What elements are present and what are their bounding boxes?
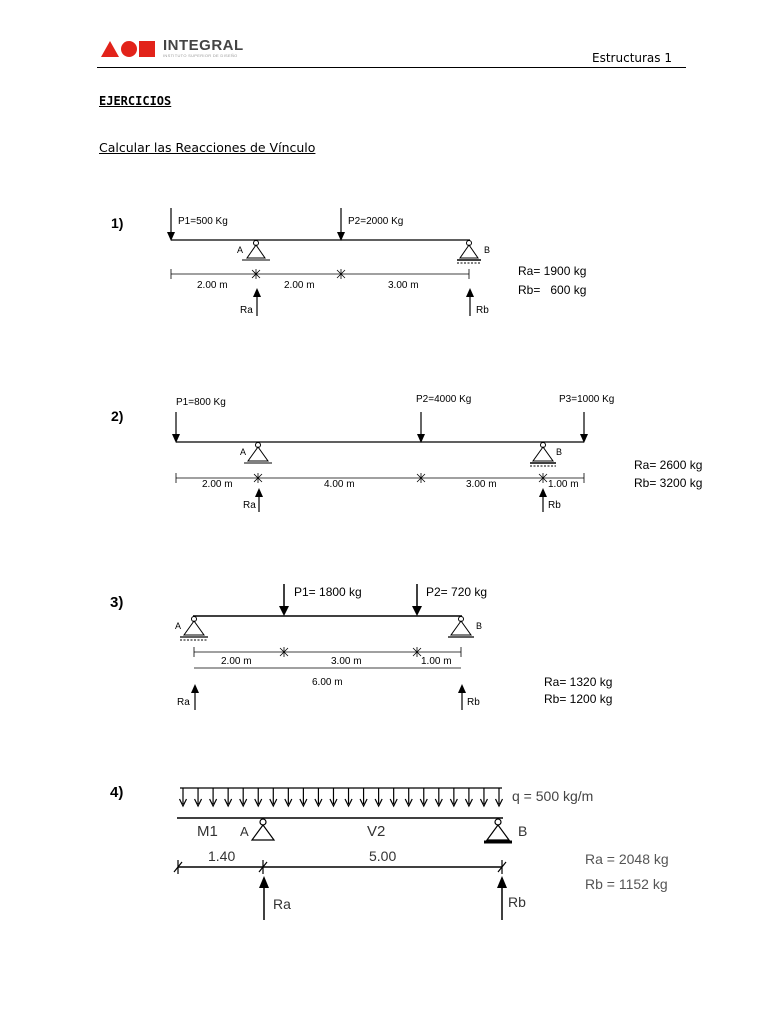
ex3-support-a-icon (180, 617, 208, 641)
ex1-dim-2: 2.00 m (284, 280, 315, 291)
ex2-support-a-icon (244, 443, 272, 464)
ex1-ra-label: Ra (240, 305, 253, 316)
ex2-dim-3: 3.00 m (466, 479, 497, 490)
ex4-ra-label: Ra (273, 896, 291, 912)
ex2-ra-label: Ra (243, 500, 256, 511)
ex3-dim-1: 2.00 m (221, 656, 252, 667)
ex3-p2-arrow-icon (412, 584, 422, 616)
exercise-2 (111, 394, 702, 512)
ex3-rb-arrow-icon (458, 684, 466, 710)
ex1-ra-arrow-icon (253, 288, 261, 316)
ex3-ra-label: Ra (177, 697, 190, 708)
section-title: EJERCICIOS (99, 94, 172, 108)
ex1-p1-arrow-icon (167, 208, 175, 241)
ex3-ra-arrow-icon (191, 684, 199, 710)
ex4-support-b-label: B (518, 823, 528, 839)
ex2-support-b-icon (530, 443, 556, 467)
ex4-dim-2: 5.00 (369, 848, 397, 864)
ex4-number: 4) (110, 784, 124, 801)
ex2-p3-arrow-icon (580, 412, 588, 443)
ex4-result-rb: Rb = 1152 kg (585, 876, 668, 892)
ex3-support-a-label: A (175, 621, 182, 631)
logo-name: INTEGRAL (163, 37, 244, 54)
ex4-load-label: q = 500 kg/m (512, 788, 594, 804)
ex4-distributed-load-icon (180, 788, 503, 806)
ex2-support-a-label: A (240, 447, 247, 457)
ex2-dim-2: 4.00 m (324, 479, 355, 490)
ex4-m1-label: M1 (197, 823, 218, 840)
exercise-3 (110, 584, 612, 710)
ex2-p2-label: P2=4000 Kg (416, 394, 472, 405)
ex1-support-b-label: B (484, 245, 491, 255)
ex4-result-ra: Ra = 2048 kg (585, 851, 669, 867)
ex1-support-b-icon (457, 241, 481, 264)
ex4-v2-label: V2 (367, 823, 386, 840)
ex2-p1-label: P1=800 Kg (176, 397, 226, 408)
ex4-support-a-icon (252, 819, 274, 840)
exercise-instructions: Calcular las Reacciones de Vínculo (99, 140, 316, 155)
ex1-dim-1: 2.00 m (197, 280, 228, 291)
ex1-p2-arrow-icon (337, 208, 345, 241)
ex2-dim-4: 1.00 m (548, 479, 579, 490)
ex2-p2-arrow-icon (417, 412, 425, 443)
ex4-rb-arrow-icon (497, 876, 507, 920)
ex1-p2-label: P2=2000 Kg (348, 216, 404, 227)
ex2-p3-label: P3=1000 Kg (559, 394, 615, 405)
course-name: Estructuras 1 (592, 51, 672, 65)
logo-subtitle: INSTITUTO SUPERIOR DE DISEÑO (163, 53, 238, 58)
exercise-1 (111, 208, 586, 316)
ex3-support-b-label: B (476, 621, 483, 631)
ex2-result-rb: Rb= 3200 kg (634, 476, 703, 490)
ex1-number: 1) (111, 215, 124, 231)
ex4-support-a-label: A (240, 824, 249, 839)
ex4-support-b-icon (484, 819, 512, 842)
ex1-result-rb: Rb= 600 kg (518, 283, 587, 297)
ex4-rb-label: Rb (508, 894, 526, 910)
ex2-rb-arrow-icon (539, 488, 547, 512)
ex3-p1-arrow-icon (279, 584, 289, 616)
ex2-support-b-label: B (556, 447, 563, 457)
ex4-dim-1: 1.40 (208, 848, 236, 864)
ex2-ra-arrow-icon (255, 488, 263, 512)
ex3-dim-3: 1.00 m (421, 656, 452, 667)
ex3-result-rb: Rb= 1200 kg (544, 692, 613, 706)
ex1-dim-3: 3.00 m (388, 280, 419, 291)
ex1-support-a-icon (242, 241, 270, 261)
ex2-result-ra: Ra= 2600 kg (634, 458, 703, 472)
ex2-rb-label: Rb (548, 500, 561, 511)
ex1-p1-label: P1=500 Kg (178, 216, 228, 227)
ex3-result-ra: Ra= 1320 kg (544, 675, 613, 689)
ex3-rb-label: Rb (467, 697, 480, 708)
ex3-dim-2: 3.00 m (331, 656, 362, 667)
ex1-rb-arrow-icon (466, 288, 474, 316)
ex4-ra-arrow-icon (259, 876, 269, 920)
ex3-p2-label: P2= 720 kg (426, 585, 488, 599)
ex3-support-b-icon (448, 617, 474, 638)
ex1-support-a-label: A (237, 245, 244, 255)
exercise-4 (110, 784, 669, 920)
ex1-rb-label: Rb (476, 305, 489, 316)
ex3-p1-label: P1= 1800 kg (294, 585, 362, 599)
ex3-number: 3) (110, 594, 124, 611)
ex2-dim-1: 2.00 m (202, 479, 233, 490)
ex3-total-dim: 6.00 m (312, 677, 343, 688)
ex1-result-ra: Ra= 1900 kg (518, 264, 587, 278)
ex2-number: 2) (111, 408, 124, 424)
ex2-p1-arrow-icon (172, 412, 180, 443)
